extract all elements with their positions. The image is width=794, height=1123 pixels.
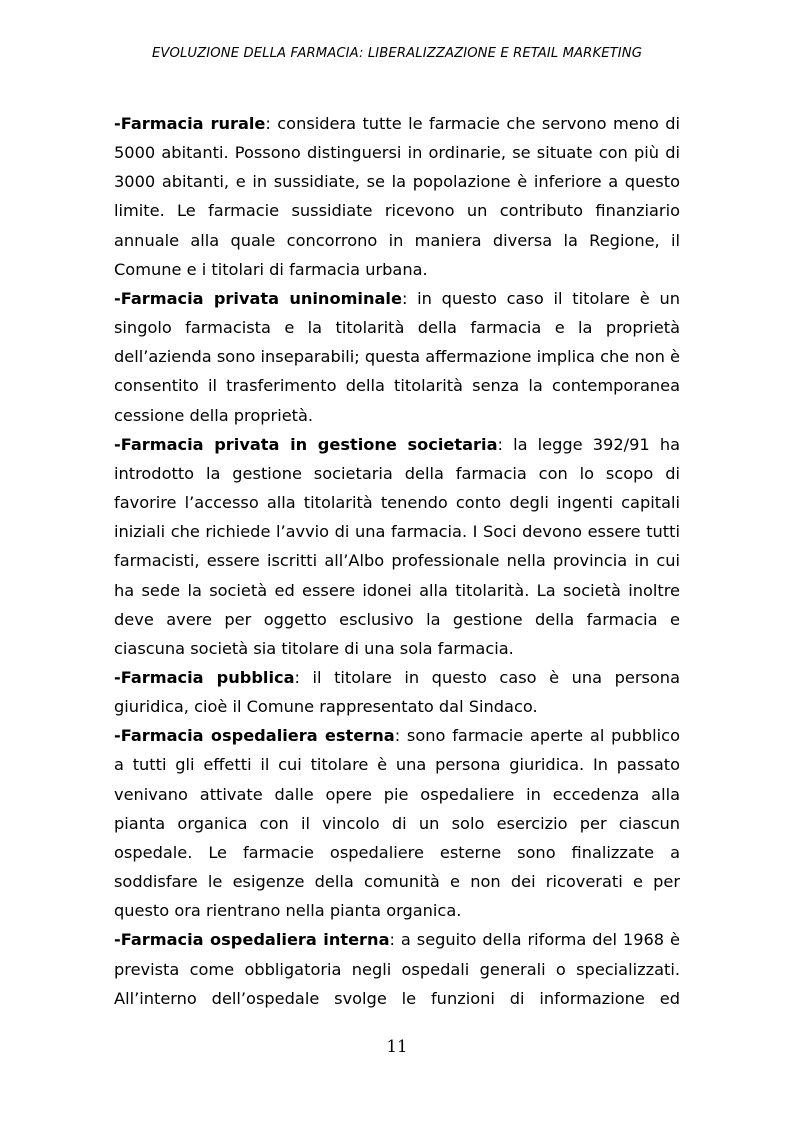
term-label: -Farmacia privata uninominale (114, 288, 402, 308)
term-label: -Farmacia ospedaliera esterna (114, 726, 395, 746)
term-label: -Farmacia ospedaliera interna (114, 930, 390, 950)
running-header: EVOLUZIONE DELLA FARMACIA: LIBERALIZZAZIONE E RETAIL MARKETING (151, 46, 643, 61)
paragraph-text: : in questo caso il titolare è un singolo farmacista e la titolarità della farmacia e la proprietà dell’azienda sono inseparabili; questa affermazione implica che non è consentito il trasferimento della titolarità senza la contemporanea cessione della proprietà. (114, 288, 680, 425)
term-label: -Farmacia privata in gestione societaria (114, 434, 498, 454)
paragraph-farmacia-rurale (114, 109, 680, 284)
paragraph-text: : a seguito della riforma del 1968 è prevista come obbligatoria negli ospedali generali o specializzati. All’interno dell’ospedale svolge le funzioni di informazione ed (114, 930, 680, 1008)
paragraph-farmacia-pubblica (114, 663, 680, 721)
paragraph-text: : la legge 392/91 ha introdotto la gestione societaria della farmacia con lo scopo di favorire l’accesso alla titolarità tenendo conto degli ingenti capitali iniziali che richiede l’avvio di una farmacia. I Soci devono essere tutti farmacisti, essere iscritti all’Albo professionale nella provincia in cui ha sede la società ed essere idonei alla titolarità. La società inoltre deve avere per oggetto esclusivo la gestione della farmacia e ciascuna società sia titolare di una sola farmacia. (114, 434, 680, 658)
paragraph-text: : il titolare in questo caso è una persona giuridica, cioè il Comune rappresentato dal Sindaco. (114, 667, 680, 717)
paragraph-text: : considera tutte le farmacie che servono meno di 5000 abitanti. Possono distinguersi in ordinarie, se situate con più di 3000 abitanti, e in sussidiate, se la popolazione è inferiore a questo limite. Le farmacie sussidiate ricevono un contributo finanziario annuale alla quale concorrono in maniera diversa la Regione, il Comune e i titolari di farmacia urbana. (114, 114, 681, 279)
body-text (114, 109, 680, 1013)
paragraph-farmacia-privata-uninominale (114, 284, 680, 430)
paragraph-farmacia-ospedaliera-esterna (114, 721, 680, 925)
paragraph-farmacia-ospedaliera-interna (114, 925, 680, 1012)
paragraph-text: : sono farmacie aperte al pubblico a tutti gli effetti il cui titolare è una persona giuridica. In passato venivano attivate dalle opere pie ospedaliere in eccedenza alla pianta organica con il vincolo di un solo esercizio per ciascun ospedale. Le farmacie ospedaliere esterne sono finalizzate a soddisfare le esigenze della comunità e non dei ricoverati e per questo ora rientrano nella pianta organica. (114, 726, 680, 921)
term-label: -Farmacia rurale (114, 114, 266, 133)
page-number: 11 (386, 1037, 408, 1056)
paragraph-farmacia-privata-societaria (114, 430, 680, 663)
term-label: -Farmacia pubblica (114, 667, 295, 687)
